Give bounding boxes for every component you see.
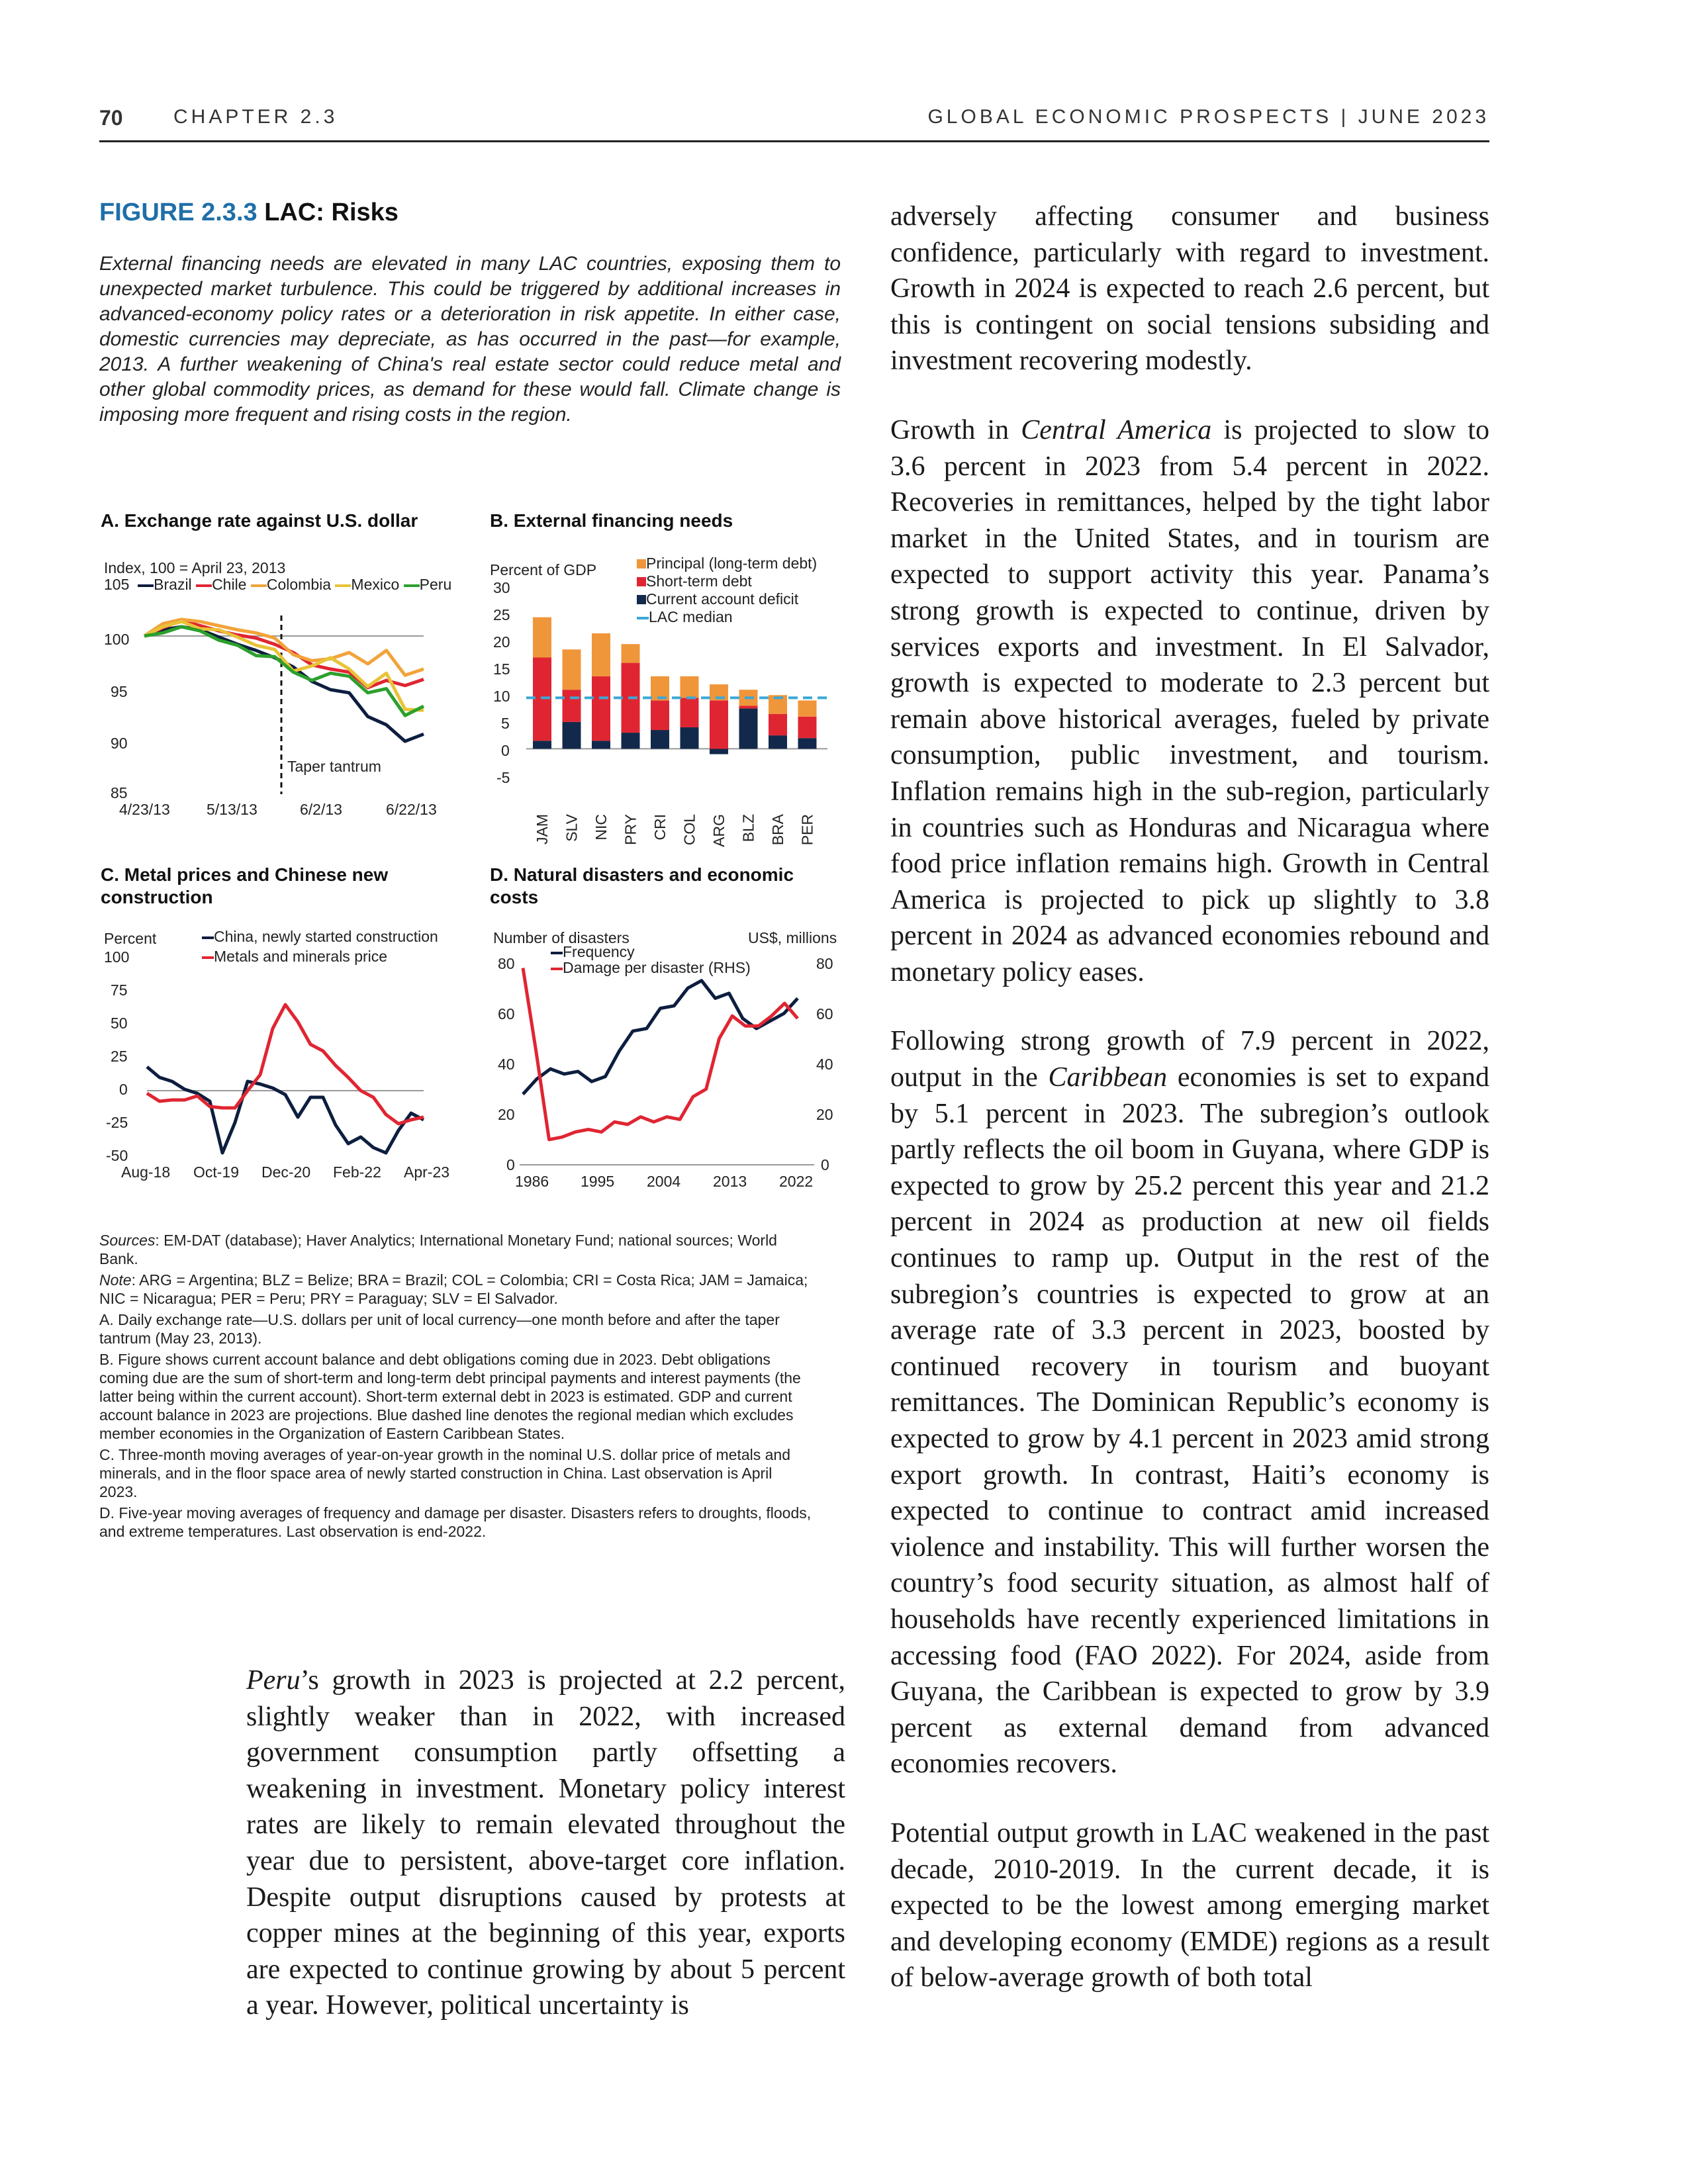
figure-number: FIGURE 2.3.3 bbox=[99, 199, 258, 226]
panel-c-xtick: Oct-19 bbox=[193, 1163, 240, 1181]
panel-d-ytick-left: 60 bbox=[498, 1005, 515, 1023]
legend-principal: Principal (long-term debt) bbox=[646, 555, 818, 572]
body-paragraph: Potential output growth in LAC weakened in the past decade, 2010-2019. In the current decade, it is expected to be the lowest among emerging market and developing economy (EMDE) regions as a result of below-average growth of both total bbox=[890, 1817, 1489, 1993]
panel-c-xtick: Feb-22 bbox=[333, 1163, 381, 1181]
panel-b-bar-nic bbox=[592, 633, 610, 676]
panel-a-xtick: 4/23/13 bbox=[119, 801, 170, 818]
panel-c-title-line2: construction bbox=[101, 887, 213, 907]
panel-d-xtick: 1995 bbox=[581, 1173, 615, 1190]
panel-b-bar-jam bbox=[533, 617, 551, 658]
panel-b-bar-nic bbox=[592, 741, 610, 749]
panel-d-ytick-left: 40 bbox=[498, 1056, 515, 1073]
panel-b-ytick: 15 bbox=[493, 660, 510, 678]
panel-d-ytick-left: 80 bbox=[498, 955, 515, 972]
panel-b-ytick: 25 bbox=[493, 606, 510, 623]
panel-d-ytick-right: 80 bbox=[816, 955, 833, 972]
legend-current-account: Current account deficit bbox=[646, 590, 799, 608]
legend-colombia: Colombia bbox=[266, 576, 332, 593]
panel-d-ytick-left: 20 bbox=[498, 1106, 515, 1123]
legend-peru: Peru bbox=[419, 576, 452, 593]
panel-b-bar-slv bbox=[563, 649, 581, 690]
panel-b-xtick: PRY bbox=[622, 814, 639, 845]
panel-c-ytick: 100 bbox=[104, 948, 130, 966]
figure-description: External financing needs are elevated in many LAC countries, exposing them to unexpected market turbulence. This could be triggered by additional increases in advanced-economy policy rates or a deterioration in risk appetite. In either case, domestic currencies may depreciate, as has occurred in the past—for example, 2013. A further weakening of China's real estate sector could reduce metal and other global commodity prices, as demand for these would fall. Climate change is imposing more frequent and rising costs in the region. bbox=[99, 253, 841, 426]
panel-b-xtick: BLZ bbox=[739, 814, 757, 842]
note-a: A. Daily exchange rate—U.S. dollars per unit of local currency—one month before and after the taper tantrum (May 23, 2013). bbox=[99, 1311, 780, 1347]
panel-d-xtick: 2013 bbox=[713, 1173, 747, 1190]
sources-text: : EM-DAT (database); Haver Analytics; International Monetary Fund; national sources; World Bank. bbox=[99, 1232, 777, 1267]
panel-b-ytick: 30 bbox=[493, 579, 510, 596]
panel-d-ytick-left: 0 bbox=[506, 1156, 515, 1173]
panel-d-ytick-right: 60 bbox=[816, 1005, 833, 1023]
panel-b-bar-bra bbox=[769, 714, 787, 735]
body-emphasis: Central America bbox=[1021, 414, 1212, 445]
legend-lac-median: LAC median bbox=[649, 608, 733, 625]
legend-damage: Damage per disaster (RHS) bbox=[563, 959, 751, 976]
panel-b-xtick: ARG bbox=[710, 814, 727, 847]
body-paragraph: Growth in Central America is projected to slow to 3.6 percent in 2023 from 5.4 percent in 2022. Recoveries in remittances, helped by the tight labor market in the United States, and in tourism are expected to support activity this year. Panama’s strong growth is expected to continue, driven by services exports and investment. In El Salvador, growth is expected to moderate to 2.3 percent but remain above historical averages, fueled by private consumption, public investment, and tourism. Inflation remains high in the sub-region, particularly in countries such as Honduras and Nicaragua where food price inflation remains high. Growth in Central America is projected to pick up slightly to 3.8 percent in 2024 as advanced economies rebound and monetary policy eases. bbox=[890, 414, 1489, 987]
panel-b-bar-arg bbox=[710, 749, 728, 754]
panel-c-series-metals-price bbox=[147, 1005, 424, 1124]
right-body-text bbox=[890, 199, 1489, 1996]
panel-d-series-frequency bbox=[523, 981, 798, 1095]
panel-b-xtick: COL bbox=[680, 814, 698, 846]
panel-c-xtick: Dec-20 bbox=[261, 1163, 311, 1181]
body-emphasis: Caribbean bbox=[1048, 1062, 1168, 1093]
panel-b-xtick: PER bbox=[798, 814, 816, 846]
panel-a-ytick: 85 bbox=[111, 784, 128, 801]
panel-b-ylabel: Percent of GDP bbox=[490, 561, 597, 578]
body-emphasis: Peru bbox=[246, 1665, 301, 1696]
body-paragraph: adversely affecting consumer and business confidence, particularly with regard to investment. Growth in 2024 is expected to reach 2.6 percent, but this is contingent on social tensions subsiding and investment recovering modestly. bbox=[890, 201, 1489, 377]
panel-b-xtick: NIC bbox=[592, 814, 610, 841]
panel-d-xtick: 1986 bbox=[515, 1173, 549, 1190]
panel-d-xtick: 2004 bbox=[647, 1173, 681, 1190]
panel-c-xtick: Apr-23 bbox=[404, 1163, 450, 1181]
panel-b-bar-nic bbox=[592, 676, 610, 741]
panel-b-ytick: -5 bbox=[496, 769, 510, 786]
legend-brazil: Brazil bbox=[154, 576, 192, 593]
panel-c-ytick: -25 bbox=[106, 1114, 128, 1131]
panel-b-bar-pry bbox=[622, 644, 640, 662]
panel-b-bar-pry bbox=[622, 733, 640, 749]
panel-b-title: B. External financing needs bbox=[490, 510, 733, 531]
panel-b-bar-arg bbox=[710, 700, 728, 749]
panel-c-ytick: 75 bbox=[111, 981, 128, 999]
panel-a-xtick: 6/2/13 bbox=[300, 801, 342, 818]
panel-b-ytick: 10 bbox=[493, 688, 510, 705]
panel-b-xtick: CRI bbox=[651, 814, 669, 841]
panel-c-ytick: 0 bbox=[119, 1081, 128, 1098]
panel-a-ytick: 90 bbox=[111, 735, 128, 752]
sources-line bbox=[99, 1231, 814, 1268]
panel-b-bar-slv bbox=[563, 722, 581, 749]
note-d: D. Five-year moving averages of frequency and damage per disaster. Disasters refers to droughts, floods, and extreme temperatures. Last observation is end-2022. bbox=[99, 1504, 812, 1540]
panel-b-xtick: BRA bbox=[769, 814, 786, 846]
panel-c-xtick: Aug-18 bbox=[121, 1163, 171, 1181]
panel-d-ylabel-left: Number of disasters bbox=[493, 929, 630, 946]
legend-mexico: Mexico bbox=[351, 576, 400, 593]
page-number: 70 bbox=[99, 106, 123, 130]
publication-title: GLOBAL ECONOMIC PROSPECTS | JUNE 2023 bbox=[927, 106, 1489, 128]
panel-a-series-peru bbox=[144, 627, 424, 715]
legend-chile: Chile bbox=[212, 576, 247, 593]
panel-b-bar-slv bbox=[563, 690, 581, 722]
panel-d-title-line1: D. Natural disasters and economic bbox=[490, 864, 794, 885]
panel-a-xtick: 5/13/13 bbox=[207, 801, 258, 818]
panel-b-bar-jam bbox=[533, 657, 551, 741]
note-b: B. Figure shows current account balance and debt obligations coming due in 2023. Debt obligations coming due are the sum of short-term and long-term debt principal payments and interest payments (the latter being within the current account). Short-term external debt in 2023 is estimated. GDP and current account balance in 2023 are projections. Blue dashed line denotes the regional median which excludes member economies in the Organization of Eastern Caribbean States. bbox=[99, 1351, 801, 1442]
panel-b-xtick: JAM bbox=[534, 814, 551, 844]
panel-b-bar-per bbox=[798, 717, 817, 738]
panel-b-bar-per bbox=[798, 738, 817, 749]
panel-c-title-line1: C. Metal prices and Chinese new bbox=[101, 864, 389, 885]
panel-c-ylabel: Percent bbox=[104, 930, 157, 947]
note-c: C. Three-month moving averages of year-on-year growth in the nominal U.S. dollar price of metals and minerals, and in the floor space area of newly started construction in China. Last observation is April 2023. bbox=[99, 1446, 791, 1500]
panel-d-xtick: 2022 bbox=[779, 1173, 814, 1190]
panel-b-bar-cri bbox=[651, 700, 669, 730]
panel-a-ytick: 95 bbox=[111, 683, 128, 700]
panel-a-series-brazil bbox=[144, 627, 424, 741]
note-label: Note bbox=[99, 1271, 132, 1289]
panel-b-bar-col bbox=[680, 698, 699, 727]
panel-d-ylabel-right: US$, millions bbox=[748, 929, 837, 946]
panel-b-xtick: SLV bbox=[563, 814, 581, 842]
left-body-text bbox=[246, 1662, 845, 2024]
panel-c-ytick: -50 bbox=[106, 1147, 128, 1164]
sources-label: Sources bbox=[99, 1232, 156, 1249]
panel-b-ytick: 0 bbox=[501, 742, 510, 759]
panel-c-ytick: 25 bbox=[111, 1048, 128, 1065]
body-paragraph: Following strong growth of 7.9 percent in 2022, output in the Caribbean economies is set to expand by 5.1 percent in 2023. The subregion’s outlook partly reflects the oil boom in Guyana, where GDP is expected to grow by 25.2 percent this year and 21.2 percent in 2024 as production at new oil fields continues to ramp up. Output in the rest of the subregion’s countries is expected to grow at an average rate of 3.3 percent in 2023, boosted by continued recovery in tourism and buoyant remittances. The Dominican Republic’s economy is expected to grow by 4.1 percent in 2023 amid strong export growth. In contrast, Haiti’s economy is expected to continue to contract amid increased violence and instability. This will further worsen the country’s food security situation, as almost half of households have recently experienced limitations in accessing food (FAO 2022). For 2024, aside from Guyana, the Caribbean is expected to grow by 3.9 percent as external demand from advanced economies recovers. bbox=[890, 1026, 1489, 1780]
panel-b-bar-blz bbox=[739, 709, 758, 749]
figure-title-text: LAC: Risks bbox=[264, 199, 399, 226]
chapter-label: CHAPTER 2.3 bbox=[173, 106, 338, 128]
panel-d-ytick-right: 20 bbox=[816, 1106, 833, 1123]
legend-short-term: Short-term debt bbox=[646, 572, 752, 590]
panel-d-title-line2: costs bbox=[490, 887, 539, 907]
panel-b-ytick: 20 bbox=[493, 633, 510, 651]
panel-a-ytick-top: 105 bbox=[104, 576, 130, 593]
panel-b-bar-col bbox=[680, 676, 699, 698]
panel-b-bar-col bbox=[680, 727, 699, 749]
legend-metals-price: Metals and minerals price bbox=[214, 948, 388, 965]
panel-b-bar-jam bbox=[533, 741, 551, 749]
panel-a-subtitle: Index, 100 = April 23, 2013 bbox=[104, 559, 286, 576]
panel-a-ytick: 100 bbox=[104, 631, 130, 648]
panel-b-bar-cri bbox=[651, 730, 669, 749]
legend-china-construction: China, newly started construction bbox=[214, 928, 438, 945]
panel-b-bar-per bbox=[798, 700, 817, 716]
figure-sources bbox=[99, 1231, 814, 1541]
panel-b-ytick: 5 bbox=[501, 715, 510, 732]
panel-b-bar-bra bbox=[769, 735, 787, 749]
panel-c-ytick: 50 bbox=[111, 1015, 128, 1032]
panel-b-bar-blz bbox=[739, 706, 758, 709]
note-line bbox=[99, 1271, 814, 1308]
taper-tantrum-label: Taper tantrum bbox=[287, 758, 381, 775]
legend-frequency: Frequency bbox=[563, 943, 635, 960]
panel-a-title: A. Exchange rate against U.S. dollar bbox=[101, 510, 418, 531]
panel-d-ytick-right: 0 bbox=[821, 1156, 829, 1173]
body-paragraph: Peru’s growth in 2023 is projected at 2.2 percent, slightly weaker than in 2022, with increased government consumption partly offsetting a weakening in investment. Monetary policy interest rates are likely to remain elevated throughout the year due to persistent, above-target core inflation. Despite output disruptions caused by protests at copper mines at the beginning of this year, exports are expected to continue growing by about 5 percent a year. However, political uncertainty is bbox=[246, 1665, 845, 2021]
panel-d-ytick-right: 40 bbox=[816, 1056, 833, 1073]
panel-a-xtick: 6/22/13 bbox=[386, 801, 437, 818]
note-text: : ARG = Argentina; BLZ = Belize; BRA = Brazil; COL = Colombia; CRI = Costa Rica; JAM = Jamaica; NIC = Nicaragua; PER = Peru; PRY = Paraguay; SLV = El Salvador. bbox=[99, 1271, 808, 1307]
panel-d-series-damage bbox=[523, 968, 798, 1140]
